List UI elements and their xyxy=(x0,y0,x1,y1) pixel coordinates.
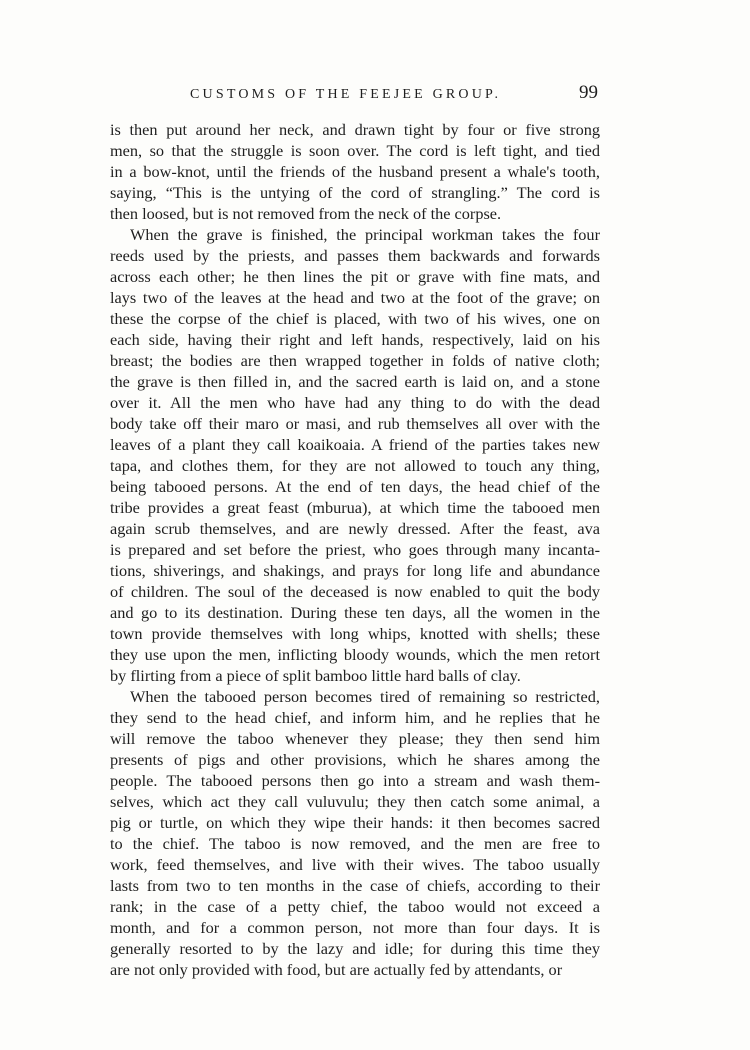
text-line: men, so that the struggle is soon over. The cord is left tight, and tied xyxy=(110,141,600,160)
running-title: CUSTOMS OF THE FEEJEE GROUP. xyxy=(190,87,502,102)
paragraph xyxy=(110,224,600,686)
text-line: generally resorted to by the lazy and idle; for during this time they xyxy=(110,939,600,958)
body-text xyxy=(110,119,600,980)
text-line: body take off their maro or masi, and rub themselves all over with the xyxy=(110,414,600,433)
text-line: will remove the taboo whenever they please; they then send him xyxy=(110,729,600,748)
text-line: tapa, and clothes them, for they are not allowed to touch any thing, xyxy=(110,456,600,475)
text-line: being tabooed persons. At the end of ten days, the head chief of the xyxy=(110,477,600,496)
text-line: of children. The soul of the deceased is now enabled to quit the body xyxy=(110,582,600,601)
text-line: presents of pigs and other provisions, which he shares among the xyxy=(110,750,600,769)
text-line: the grave is then filled in, and the sacred earth is laid on, and a stone xyxy=(110,372,600,391)
text-line: work, feed themselves, and live with their wives. The taboo usually xyxy=(110,855,600,874)
text-line: town provide themselves with long whips, knotted with shells; these xyxy=(110,624,600,643)
text-line: again scrub themselves, and are newly dressed. After the feast, ava xyxy=(110,519,600,538)
text-line: tribe provides a great feast (mburua), at which time the tabooed men xyxy=(110,498,600,517)
text-line: they send to the head chief, and inform him, and he replies that he xyxy=(110,708,600,727)
page-number: 99 xyxy=(579,82,598,103)
text-line: leaves of a plant they call koaikoaia. A friend of the parties takes new xyxy=(110,435,600,454)
text-line: over it. All the men who have had any thing to do with the dead xyxy=(110,393,600,412)
text-line: When the grave is finished, the principal workman takes the four xyxy=(130,225,600,244)
text-line: in a bow-knot, until the friends of the husband present a whale's tooth, xyxy=(110,162,600,181)
text-line: then loosed, but is not removed from the neck of the corpse. xyxy=(110,204,502,223)
text-line: by flirting from a piece of split bamboo little hard balls of clay. xyxy=(110,666,521,685)
text-line: is prepared and set before the priest, who goes through many incanta- xyxy=(110,540,600,559)
text-line: rank; in the case of a petty chief, the taboo would not exceed a xyxy=(110,897,600,916)
text-line: selves, which act they call vuluvulu; they then catch some animal, a xyxy=(110,792,600,811)
text-line: pig or turtle, on which they wipe their hands: it then becomes sacred xyxy=(110,813,600,832)
text-line: and go to its destination. During these ten days, all the women in the xyxy=(110,603,600,622)
paragraph xyxy=(110,686,600,980)
text-line: month, and for a common person, not more than four days. It is xyxy=(110,918,600,937)
text-line: to the chief. The taboo is now removed, and the men are free to xyxy=(110,834,600,853)
text-line: they use upon the men, inflicting bloody wounds, which the men retort xyxy=(110,645,600,664)
text-line: tions, shiverings, and shakings, and prays for long life and abundance xyxy=(110,561,600,580)
text-line: lasts from two to ten months in the case of chiefs, according to their xyxy=(110,876,600,895)
text-line: breast; the bodies are then wrapped together in folds of native cloth; xyxy=(110,351,600,370)
running-head xyxy=(110,80,600,110)
text-line: When the tabooed person becomes tired of remaining so restricted, xyxy=(130,687,600,706)
text-line: saying, “This is the untying of the cord of strangling.” The cord is xyxy=(110,183,600,202)
text-line: is then put around her neck, and drawn tight by four or five strong xyxy=(110,120,600,139)
text-line: people. The tabooed persons then go into a stream and wash them- xyxy=(110,771,600,790)
text-line: reeds used by the priests, and passes them backwards and forwards xyxy=(110,246,600,265)
text-line: are not only provided with food, but are actually fed by attendants, or xyxy=(110,960,563,979)
paragraph xyxy=(110,119,600,224)
text-line: these the corpse of the chief is placed, with two of his wives, one on xyxy=(110,309,600,328)
text-line: across each other; he then lines the pit or grave with fine mats, and xyxy=(110,267,600,286)
text-line: lays two of the leaves at the head and two at the foot of the grave; on xyxy=(110,288,600,307)
text-line: each side, having their right and left hands, respectively, laid on his xyxy=(110,330,600,349)
